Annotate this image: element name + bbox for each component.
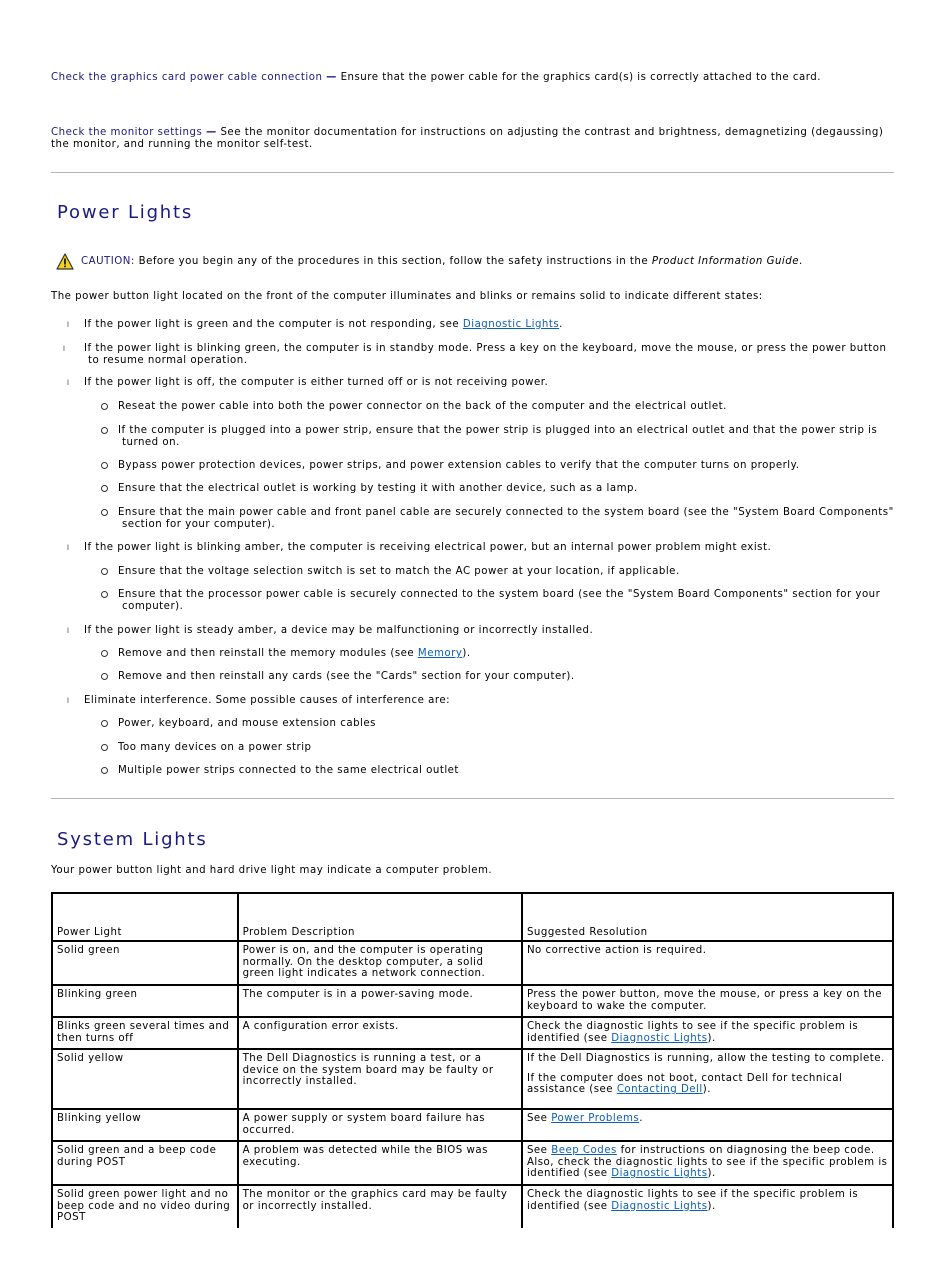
problem-cell: The Dell Diagnostics is running a test, or a device on the system board may be faulty or incorrectly installed. <box>238 1049 522 1109</box>
circle-bullet-icon <box>101 462 108 469</box>
list-item <box>67 377 892 389</box>
bullet-icon: l <box>67 379 70 387</box>
power-lights-heading: Power Lights <box>57 202 194 223</box>
system-lights-lead: Your power button light and hard drive light may indicate a computer problem. <box>51 865 493 876</box>
problem-cell: A problem was detected while the BIOS was executing. <box>238 1141 522 1185</box>
column-header: Power Light <box>52 893 238 941</box>
list-item-text: If the power light is blinking amber, the computer is receiving electrical power, but an internal power problem might exist. <box>84 542 772 553</box>
sub-list-item-text: If the computer is plugged into a power strip, ensure that the power strip is plugged into an electrical outlet and that the power strip is turned on. <box>118 425 878 448</box>
circle-bullet-icon <box>101 673 108 680</box>
sub-list-item <box>118 483 894 495</box>
system-lights-table <box>51 892 894 1236</box>
problem-cell: The monitor or the graphics card may be faulty or incorrectly installed. <box>238 1185 522 1235</box>
caution-text: Before you begin any of the procedures in this section, follow the safety instructions in the <box>138 256 649 267</box>
list-item <box>67 542 892 554</box>
resolution-cell <box>522 1109 893 1141</box>
graphics-cable-title: Check the graphics card power cable connection <box>51 72 323 83</box>
sub-list-item <box>118 507 894 530</box>
paragraph-gap <box>527 1065 888 1073</box>
sub-list-item-text: Remove and then reinstall the memory modules (see <box>118 648 415 659</box>
caution-warning-icon <box>56 253 74 270</box>
sub-list-item <box>118 765 894 777</box>
monitor-settings-paragraph <box>51 127 894 150</box>
sub-list-item-text: Bypass power protection devices, power strips, and power extension cables to verify that the computer turns on properly. <box>118 460 800 471</box>
resolution-text: Check the diagnostic lights to see if the specific problem is identified (see <box>526 1021 859 1044</box>
resolution-text: If the Dell Diagnostics is running, allow the testing to complete. <box>526 1053 885 1064</box>
power-light-cell: Solid green <box>52 941 238 985</box>
section-divider <box>51 172 894 173</box>
product-information-guide: Product Information Guide <box>651 256 799 267</box>
problem-cell: A power supply or system board failure has occurred. <box>238 1109 522 1141</box>
column-header: Suggested Resolution <box>522 893 893 941</box>
page-cutoff <box>0 1228 950 1284</box>
column-header: Problem Description <box>238 893 522 941</box>
resolution-cell <box>522 941 893 985</box>
resolution-text: If the computer does not boot, contact Dell for technical assistance (see <box>526 1072 843 1095</box>
list-item: l If the power light is blinking green, the computer is in standby mode. Press a key on the keyboard, move the mouse, or press the power button to resume normal operation. <box>63 343 887 366</box>
power-light-cell: Solid yellow <box>52 1049 238 1109</box>
diagnostic-lights-link[interactable]: Diagnostic Lights <box>611 1200 708 1212</box>
list-item-text: If the power light is steady amber, a device may be malfunctioning or incorrectly installed. <box>84 625 594 636</box>
circle-bullet-icon <box>101 591 108 598</box>
resolution-text: ). <box>702 1084 711 1095</box>
problem-cell: Power is on, and the computer is operating normally. On the desktop computer, a solid green light indicates a network connection. <box>238 941 522 985</box>
diagnostic-lights-link[interactable]: Diagnostic Lights <box>611 1032 708 1044</box>
power-light-cell: Blinking yellow <box>52 1109 238 1141</box>
graphics-cable-text: Ensure that the power cable for the graphics card(s) is correctly attached to the card. <box>340 72 821 83</box>
list-item <box>67 319 892 331</box>
list-item <box>67 695 892 707</box>
circle-bullet-icon <box>101 767 108 774</box>
list-item-text: If the power light is blinking green, the computer is in standby mode. Press a key on the keyboard, move the mouse, or press the power button to resume normal operation. <box>84 343 887 366</box>
sub-list-item-text: Multiple power strips connected to the same electrical outlet <box>118 765 459 776</box>
power-light-cell: Solid green power light and no beep code and no video during POST <box>52 1185 238 1235</box>
contacting-dell-link[interactable]: Contacting Dell <box>616 1084 703 1095</box>
resolution-text: . <box>639 1113 643 1124</box>
sub-list-item-text: Ensure that the voltage selection switch is set to match the AC power at your location, if applicable. <box>118 566 680 577</box>
em-dash: — <box>326 72 337 83</box>
list-item <box>67 625 892 637</box>
section-divider <box>51 798 894 799</box>
resolution-cell <box>522 985 893 1017</box>
sub-list-item <box>118 718 894 730</box>
resolution-text: See <box>526 1113 548 1124</box>
resolution-text: ). <box>707 1032 716 1044</box>
bullet-icon: l <box>67 697 70 705</box>
table-row <box>52 1049 893 1109</box>
sub-list-item-text: Remove and then reinstall any cards (see the "Cards" section for your computer). <box>118 671 575 682</box>
sub-list-item <box>118 742 894 754</box>
bullet-icon: l <box>67 321 70 329</box>
sub-list-item <box>118 648 894 660</box>
resolution-cell <box>522 1049 893 1109</box>
sub-list-item-text: Reseat the power cable into both the power connector on the back of the computer and the electrical outlet. <box>118 401 727 412</box>
resolution-cell <box>522 1141 893 1185</box>
power-light-cell: Solid green and a beep code during POST <box>52 1141 238 1185</box>
sub-list-item-text: Ensure that the main power cable and front panel cable are securely connected to the system board (see the "System Board Components" section for your computer). <box>118 507 894 530</box>
sub-list-item-text: Power, keyboard, and mouse extension cables <box>118 718 376 729</box>
beep-codes-link[interactable]: Beep Codes <box>551 1145 617 1156</box>
circle-bullet-icon <box>101 650 108 657</box>
power-problems-link[interactable]: Power Problems <box>551 1113 640 1124</box>
sub-list-item-text: ). <box>462 648 471 659</box>
circle-bullet-icon <box>101 485 108 492</box>
monitor-settings-text: See the monitor documentation for instructions on adjusting the contrast and brightness, demagnetizing (degaussing) the monitor, and running the monitor self-test. <box>51 127 884 150</box>
resolution-text: See <box>526 1145 548 1156</box>
resolution-text: Check the diagnostic lights to see if the specific problem is identified (see <box>526 1189 859 1212</box>
circle-bullet-icon <box>101 568 108 575</box>
sub-list-item-text: Ensure that the processor power cable is securely connected to the system board (see the "System Board Components" section for your computer). <box>118 589 881 612</box>
list-item-text: . <box>559 319 563 330</box>
power-lights-lead: The power button light located on the front of the computer illuminates and blinks or remains solid to indicate different states: <box>51 291 763 302</box>
list-item-text: If the power light is off, the computer is either turned off or is not receiving power. <box>84 377 549 388</box>
table-header-row <box>52 893 893 941</box>
problem-cell: The computer is in a power-saving mode. <box>238 985 522 1017</box>
caution-end: . <box>799 256 803 267</box>
resolution-text: No corrective action is required. <box>526 945 707 956</box>
graphics-cable-paragraph <box>51 72 894 84</box>
caution-note <box>81 256 891 268</box>
problem-cell: A configuration error exists. <box>238 1017 522 1049</box>
monitor-settings-title: Check the monitor settings <box>51 127 203 138</box>
table-row <box>52 1017 893 1049</box>
resolution-text: ). <box>707 1168 716 1179</box>
sub-list-item <box>118 566 894 578</box>
list-item-text: Eliminate interference. Some possible causes of interference are: <box>84 695 451 706</box>
diagnostic-lights-link[interactable]: Diagnostic Lights <box>611 1168 708 1179</box>
sub-list-item <box>118 425 894 448</box>
system-lights-heading: System Lights <box>57 829 208 850</box>
sub-list-item-text: Too many devices on a power strip <box>118 742 312 753</box>
em-dash: — <box>206 127 217 138</box>
table-row <box>52 1109 893 1141</box>
power-light-cell: Blinking green <box>52 985 238 1017</box>
memory-link[interactable]: Memory <box>417 648 463 659</box>
circle-bullet-icon <box>101 509 108 516</box>
bullet-icon: l <box>67 627 70 635</box>
table-row <box>52 1141 893 1185</box>
power-light-cell: Blinks green several times and then turns off <box>52 1017 238 1049</box>
circle-bullet-icon <box>101 744 108 751</box>
sub-list-item <box>118 589 894 612</box>
sub-list-item-text: Ensure that the electrical outlet is working by testing it with another device, such as a lamp. <box>118 483 638 494</box>
list-item-text: If the power light is green and the computer is not responding, see <box>84 319 460 330</box>
table-row <box>52 985 893 1017</box>
resolution-text: Press the power button, move the mouse, or press a key on the keyboard to wake the computer. <box>526 989 882 1012</box>
sub-list-item <box>118 401 894 413</box>
resolution-text: for instructions on diagnosing the beep code. Also, check the diagnostic lights to see if the specific problem is identified (see <box>526 1145 888 1179</box>
sub-list-item <box>118 460 894 472</box>
table-row <box>52 941 893 985</box>
resolution-text: ). <box>707 1200 716 1212</box>
bullet-icon: l <box>67 544 70 552</box>
circle-bullet-icon <box>101 403 108 410</box>
caution-label: CAUTION: <box>81 256 135 267</box>
sub-list-item <box>118 671 894 683</box>
diagnostic-lights-link[interactable]: Diagnostic Lights <box>462 319 560 330</box>
resolution-cell <box>522 1017 893 1049</box>
circle-bullet-icon <box>101 427 108 434</box>
circle-bullet-icon <box>101 720 108 727</box>
